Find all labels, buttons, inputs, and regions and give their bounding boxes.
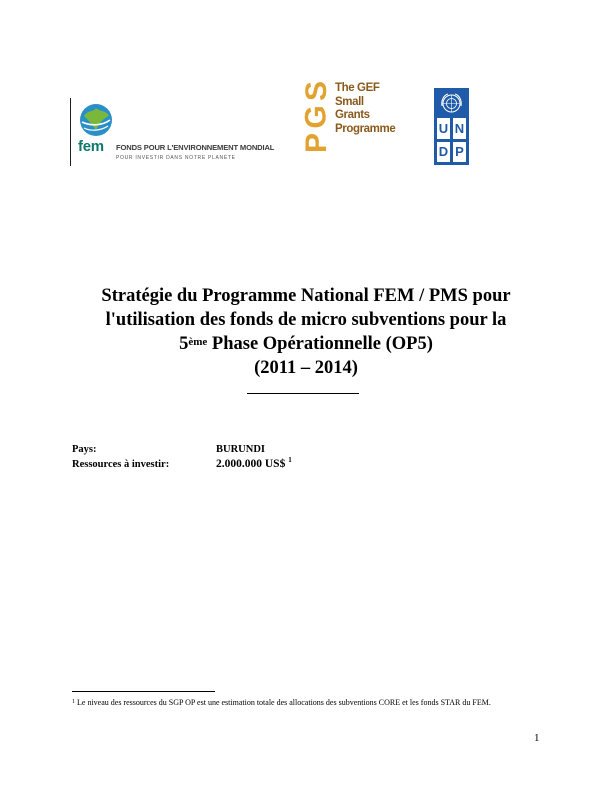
footnote-separator bbox=[72, 691, 215, 692]
fem-wordmark: fem bbox=[78, 138, 104, 155]
resources-amount: 2.000.000 US$ bbox=[216, 458, 286, 470]
title-ordinal-suffix: ème bbox=[188, 336, 208, 348]
footnote-reference: 1 bbox=[288, 456, 292, 464]
title-underline bbox=[247, 393, 359, 394]
sgp-letter: P bbox=[299, 132, 333, 154]
resources-value bbox=[216, 458, 292, 470]
undp-letter: D bbox=[437, 142, 450, 163]
title-line-2: l'utilisation des fonds de micro subventions pour la bbox=[105, 310, 507, 330]
title-line-4: (2011 – 2014) bbox=[254, 358, 358, 378]
footnote-text: Le niveau des ressources du SGP OP est une estimation totale des allocations des subventions CORE et les fonds STAR du FEM. bbox=[75, 698, 491, 707]
undp-logo bbox=[434, 88, 469, 165]
sgp-caption-line: Small Grants bbox=[335, 95, 370, 121]
sgp-caption-line: Programme bbox=[335, 122, 396, 135]
fem-logo bbox=[70, 98, 288, 166]
sgp-logo bbox=[299, 78, 396, 160]
sgp-caption bbox=[335, 82, 395, 136]
page-number: 1 bbox=[534, 732, 540, 744]
title-line-3 bbox=[60, 332, 552, 356]
fem-name: FONDS POUR L'ENVIRONNEMENT MONDIAL bbox=[116, 143, 275, 152]
undp-letter: U bbox=[437, 118, 450, 139]
sgp-caption-line: The GEF bbox=[335, 82, 380, 94]
sgp-letter: G bbox=[300, 105, 333, 129]
resources-label: Ressources à investir: bbox=[72, 459, 170, 470]
fem-tagline: POUR INVESTIR DANS NOTRE PLANÈTE bbox=[116, 155, 236, 161]
sgp-letters bbox=[299, 78, 333, 160]
title-line-1: Stratégie du Programme National FEM / PMS pour bbox=[101, 286, 511, 306]
country-label: Pays: bbox=[72, 444, 97, 455]
logo-divider bbox=[70, 98, 71, 166]
undp-letter: N bbox=[453, 118, 466, 139]
sgp-letter: S bbox=[299, 80, 333, 102]
title-line-3-text: Phase Opérationnelle (OP5) bbox=[207, 334, 433, 354]
footnote bbox=[72, 697, 544, 710]
country-value: BURUNDI bbox=[216, 444, 266, 455]
un-emblem-icon bbox=[440, 92, 463, 115]
undp-letters bbox=[437, 118, 466, 162]
globe-icon bbox=[78, 102, 114, 138]
document-title bbox=[60, 284, 552, 380]
title-ordinal-number: 5 bbox=[179, 334, 189, 354]
undp-letter: P bbox=[453, 142, 466, 163]
footnote-marker: 1 bbox=[72, 699, 75, 705]
